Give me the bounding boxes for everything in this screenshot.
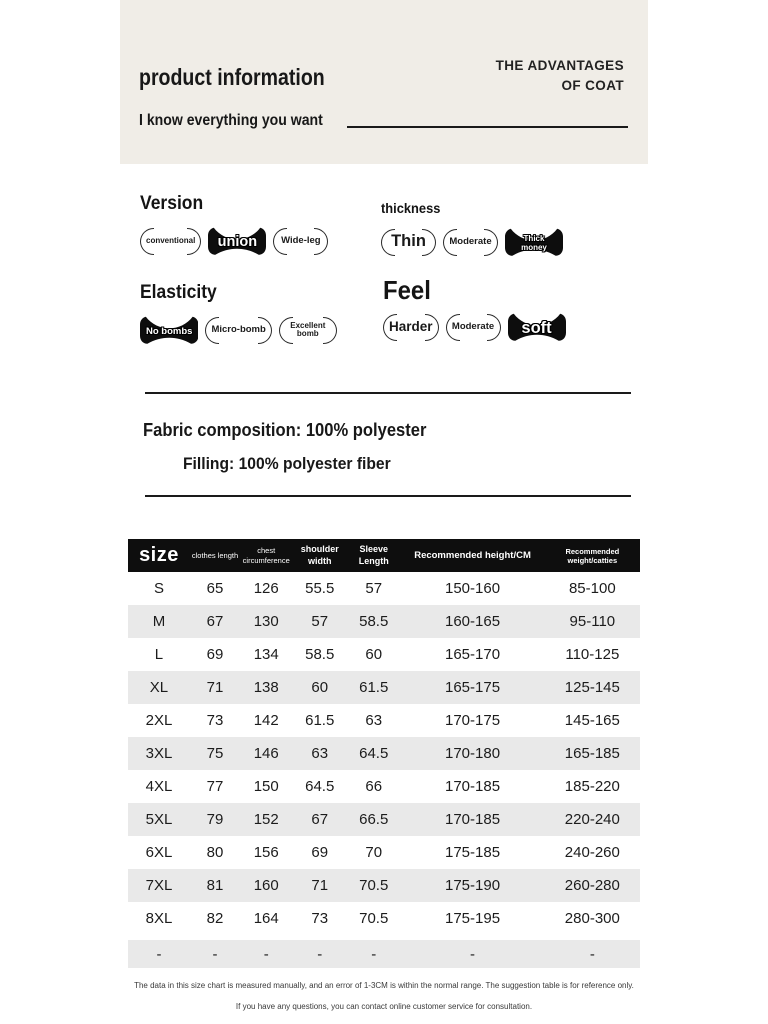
cell-weight: 165-185: [564, 745, 620, 762]
cell-clothes-length: 75: [206, 745, 224, 762]
cell-height: 160-165: [445, 613, 501, 630]
divider-line: [145, 392, 631, 394]
cell-sleeve: 66.5: [359, 811, 389, 828]
option-pill-label: Excellent bomb: [290, 320, 326, 338]
cell-chest: 156: [253, 844, 279, 861]
table-row-2xl: [128, 704, 640, 737]
table-row-m: [128, 605, 640, 638]
option-group-version: [140, 193, 328, 255]
cell-weight: 185-220: [564, 778, 620, 795]
cell-sleeve: 58.5: [359, 613, 389, 630]
table-row-l: [128, 638, 640, 671]
option-group-thickness: [381, 200, 563, 256]
option-pill-label: Wide-leg: [281, 235, 321, 247]
cell-shoulder: 55.5: [305, 580, 335, 597]
cell-size: 7XL: [145, 877, 173, 894]
cell-clothes-length: 71: [206, 679, 224, 696]
cell-sleeve: 66: [365, 778, 383, 795]
size-chart-header-row: [128, 539, 640, 572]
cell-weight: 145-165: [564, 712, 620, 729]
cell-sleeve: 70.5: [359, 910, 389, 927]
cell-height: 165-170: [445, 646, 501, 663]
cell-weight: 220-240: [564, 811, 620, 828]
option-group-elasticity: [140, 282, 337, 344]
cell-shoulder: -: [317, 945, 323, 963]
option-pill-thin: [381, 229, 436, 256]
option-pill-conventional: [140, 228, 201, 255]
fabric-composition: Fabric composition: 100% polyester: [143, 420, 427, 440]
option-pill-no-bombs-selected: [140, 316, 198, 344]
cell-shoulder: 61.5: [305, 712, 335, 729]
divider-line: [145, 495, 631, 497]
cell-chest: 164: [253, 910, 279, 927]
fabric-filling: Filling: 100% polyester fiber: [183, 454, 391, 473]
option-pill-micro-bomb: [205, 317, 271, 344]
option-pill-thick-money-selected: [505, 228, 563, 256]
cell-chest: 146: [253, 745, 279, 762]
header-sleeve-length: Sleeve Length: [358, 544, 389, 566]
option-pill-label: Thin: [391, 232, 426, 251]
cell-sleeve: 70.5: [359, 877, 389, 894]
cell-shoulder: 73: [311, 910, 329, 927]
table-row-7xl: [128, 869, 640, 902]
cell-shoulder: 67: [311, 811, 329, 828]
header-size: size: [139, 544, 179, 566]
disclaimer-note: The data in this size chart is measured manually, and an error of 1-3CM is within the normal range. The suggestion table is for reference only.: [134, 981, 634, 990]
option-pill-label: Micro-bomb: [211, 324, 266, 336]
tagline: I know everything you want: [139, 112, 323, 129]
cell-chest: -: [263, 945, 269, 963]
table-row-empty: [128, 940, 640, 968]
header-shoulder-width: shoulder width: [300, 544, 339, 566]
cell-weight: 260-280: [564, 877, 620, 894]
size-chart-table: [128, 539, 640, 968]
thickness-pills: [381, 228, 563, 256]
cell-sleeve: 57: [365, 580, 383, 597]
cell-clothes-length: 67: [206, 613, 224, 630]
cell-sleeve: -: [371, 945, 377, 963]
table-row-s: [128, 572, 640, 605]
table-row-4xl: [128, 770, 640, 803]
advantages-line1: THE ADVANTAGES: [495, 58, 624, 73]
cell-weight: 280-300: [564, 910, 620, 927]
advantages-line2: OF COAT: [561, 77, 624, 93]
option-pill-label: Harder: [389, 318, 433, 334]
table-row-3xl: [128, 737, 640, 770]
cell-height: 175-190: [445, 877, 501, 894]
option-pill-label: union: [217, 233, 258, 250]
cell-shoulder: 57: [311, 613, 329, 630]
option-pill-harder: [383, 314, 439, 341]
elasticity-label: Elasticity: [140, 282, 217, 303]
cell-chest: 150: [253, 778, 279, 795]
cell-height: 170-185: [445, 811, 501, 828]
option-pill-moderate-feel: [446, 314, 501, 341]
cell-clothes-length: 77: [206, 778, 224, 795]
cell-height: 170-175: [445, 712, 501, 729]
option-pill-label: Moderate: [451, 321, 495, 333]
header-recommended-weight: Recommended weight/catties: [565, 546, 620, 565]
cell-chest: 142: [253, 712, 279, 729]
cell-weight: 95-110: [569, 613, 616, 630]
cell-size: 8XL: [145, 910, 173, 927]
header-clothes-length: clothes length: [191, 550, 239, 560]
thickness-label: thickness: [381, 200, 441, 216]
option-pill-soft-selected: [508, 313, 566, 341]
header-chest-circumference: chest circumference: [242, 545, 290, 565]
option-pill-label: Thick money: [521, 234, 547, 252]
cell-height: -: [470, 945, 476, 963]
option-pill-moderate: [443, 229, 498, 256]
cell-size: 2XL: [145, 712, 173, 729]
cell-clothes-length: 81: [206, 877, 224, 894]
option-pill-union-selected: [208, 227, 266, 255]
option-pill-excellent-bomb: [279, 317, 337, 344]
cell-sleeve: 63: [365, 712, 383, 729]
cell-shoulder: 60: [311, 679, 329, 696]
page-title: product information: [139, 64, 325, 90]
cell-weight: 110-125: [565, 646, 620, 663]
cell-weight: 240-260: [564, 844, 620, 861]
divider-line: [347, 126, 628, 128]
option-pill-wide-leg: [273, 228, 328, 255]
cell-weight: 125-145: [564, 679, 620, 696]
cell-shoulder: 63: [311, 745, 329, 762]
option-pill-label: soft: [521, 318, 552, 337]
cell-height: 170-180: [445, 745, 501, 762]
option-pill-label: conventional: [146, 235, 196, 245]
cell-sleeve: 64.5: [359, 745, 389, 762]
cell-size: -: [156, 945, 162, 963]
option-group-feel: [383, 275, 566, 341]
cell-size: 5XL: [145, 811, 173, 828]
cell-chest: 130: [253, 613, 279, 630]
cell-weight: 85-100: [568, 580, 616, 597]
cell-clothes-length: 69: [206, 646, 224, 663]
advantages-heading: [496, 56, 624, 95]
cell-size: 6XL: [145, 844, 173, 861]
cell-clothes-length: 79: [206, 811, 224, 828]
cell-shoulder: 64.5: [305, 778, 335, 795]
cell-size: L: [154, 646, 164, 663]
version-label: Version: [140, 193, 204, 214]
cell-clothes-length: -: [212, 945, 218, 963]
cell-weight: -: [589, 945, 595, 963]
customer-service-note: If you have any questions, you can contact online customer service for consultation.: [235, 1002, 533, 1011]
cell-clothes-length: 82: [206, 910, 224, 927]
cell-clothes-length: 73: [206, 712, 224, 729]
cell-shoulder: 69: [311, 844, 329, 861]
cell-chest: 134: [253, 646, 279, 663]
header-recommended-height: Recommended height/CM: [414, 550, 531, 561]
elasticity-pills: [140, 316, 337, 344]
cell-height: 150-160: [445, 580, 501, 597]
hero-banner: [120, 0, 648, 164]
cell-size: 3XL: [145, 745, 173, 762]
cell-height: 175-195: [445, 910, 501, 927]
cell-chest: 126: [253, 580, 279, 597]
table-row-xl: [128, 671, 640, 704]
option-pill-label: No bombs: [146, 325, 193, 337]
table-row-8xl: [128, 902, 640, 935]
cell-size: 4XL: [145, 778, 173, 795]
feel-label: Feel: [383, 275, 431, 305]
version-pills: [140, 227, 328, 255]
cell-shoulder: 71: [311, 877, 329, 894]
cell-height: 165-175: [445, 679, 501, 696]
cell-clothes-length: 65: [206, 580, 224, 597]
table-row-5xl: [128, 803, 640, 836]
cell-chest: 160: [253, 877, 279, 894]
cell-sleeve: 70: [365, 844, 383, 861]
cell-chest: 138: [253, 679, 279, 696]
cell-size: S: [153, 580, 164, 597]
cell-height: 175-185: [445, 844, 501, 861]
cell-size: XL: [149, 679, 169, 696]
cell-chest: 152: [253, 811, 279, 828]
feel-pills: [383, 313, 566, 341]
option-pill-label: Moderate: [449, 236, 492, 248]
cell-size: M: [152, 613, 166, 630]
cell-clothes-length: 80: [206, 844, 224, 861]
table-row-6xl: [128, 836, 640, 869]
cell-sleeve: 61.5: [359, 679, 389, 696]
cell-sleeve: 60: [365, 646, 383, 663]
cell-height: 170-185: [445, 778, 501, 795]
cell-shoulder: 58.5: [305, 646, 335, 663]
